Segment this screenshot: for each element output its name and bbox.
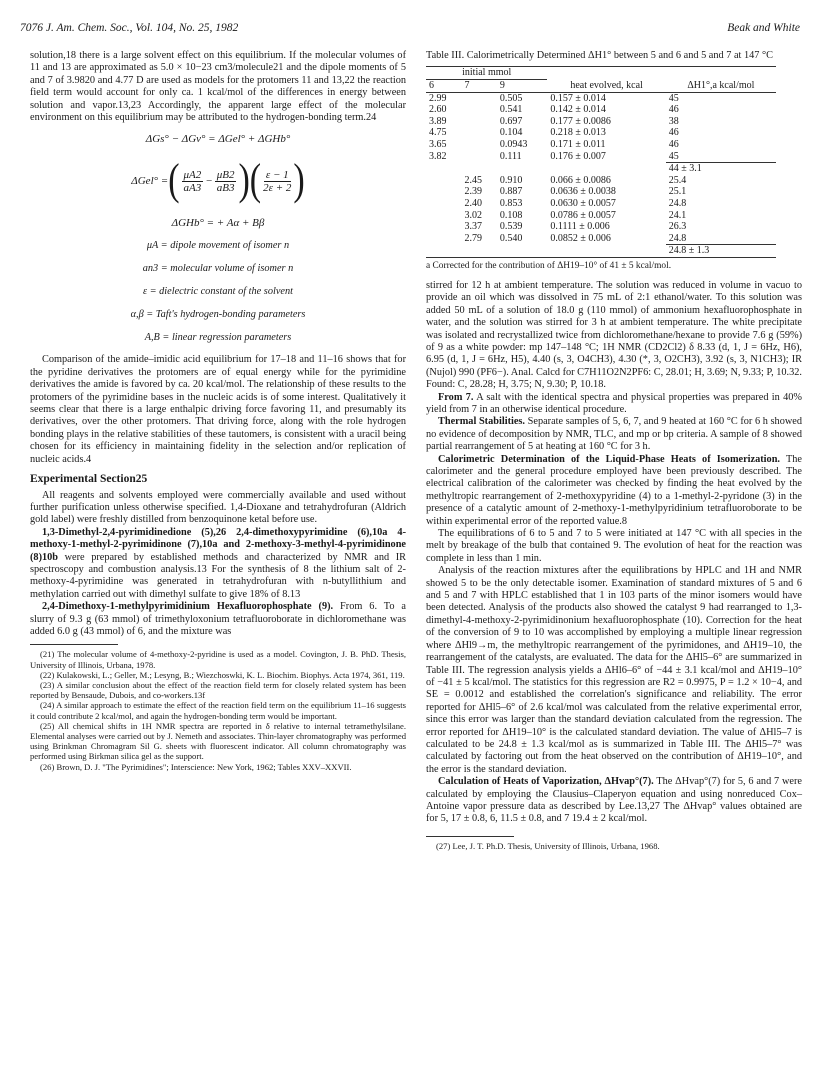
table-cell: 25.1 xyxy=(668,186,687,198)
table-header: 9 xyxy=(499,80,505,91)
table-row xyxy=(426,127,776,139)
eq2-lhs: ΔGel° = xyxy=(131,175,169,188)
table-header: 6 xyxy=(429,80,434,91)
table-cell: 0.111 xyxy=(499,150,522,162)
table-cell xyxy=(426,186,461,198)
paragraph: Analysis of the reaction mixtures after the equilibrations by HPLC and 1H and NMR showed 5 to be the only detectable isomer. Examination of standard mixtures of 5 and 6 and 5 and 7 with HPLC established that 1 in 103 parts of the minor isomers would have been detected. Analysis of the products also showed the catalyst 9 had rearranged to 1,3-dimethyl-4-methoxy-2-pyrimidinonium hexafluorophosphate (10). Correction for the heat of the conversion of 9 to 10 was accomplished by employing a multiple linear regression where ΔHl9→m, the methyltropic rearrangement of the pyrimidones, and ΔH19–10, the rearrangement of the catalysts, are evaluated. The data for the ΔHl5–6° are summarized in Table III. The regression analysis yields a ΔHl6–6° of −44 ± 3.1 kcal/mol and ΔH19–10° of −41 ± 5 kcal/mol. The statistics for this regression are R2 = 0.9975, P = 1.2 × 10−4, and SE = 0.0012 and established the correlation's significance and reliability. The error reported for ΔHl5–6° of 2.6 kcal/mol was calculated from the relative experimental error, since this error was larger than the standard deviation calculated from the regression. The error reported for ΔH19–10° is the calculated standard deviation. The value of ΔHl5–7 is calculated to be 24.8 ± 1.3 kcal/mol as is summarized in Table III. The ΔHl5–7° was calculated by factoring out from the heat observed on the contribution of ΔH19–10°, and the error is the standard deviation. xyxy=(426,565,802,775)
footnote: (23) A similar conclusion about the effect of the reaction field term for closely related system has been reported by Bensaude, Dubois, and co-workers.13f xyxy=(30,679,406,701)
fraction-a-num: μA2 xyxy=(183,168,202,181)
definitions xyxy=(30,239,406,345)
table-cell: 3.89 xyxy=(429,115,447,127)
table-header: heat evolved, kcal xyxy=(570,80,643,91)
run-in-heading: 2,4-Dimethoxy-1-methylpyrimidinium Hexafluorophosphate (9). xyxy=(42,601,334,613)
table-cell: 0.505 xyxy=(499,92,523,104)
table-cell: 0.0852 ± 0.006 xyxy=(550,232,611,244)
table-row xyxy=(426,210,776,222)
table-cell: 2.60 xyxy=(429,104,447,116)
table-group-header: initial mmol xyxy=(426,67,547,80)
paragraph-body: were prepared by established methods and characterized by NMR and IR spectroscopy and combustion analysis.13 For the synthesis of 8 the lithium salt of 2-methoxy-4-pyrimidine was generated in tetrahydrofuran with n-butyllithium and methylation carried out with dimethyl sulfate to give 18% of 8.13 xyxy=(30,551,406,600)
table-body-2 xyxy=(426,175,776,245)
fraction-a-den: aA3 xyxy=(183,181,202,194)
table-cell: 0.697 xyxy=(499,115,523,127)
paragraph xyxy=(30,601,406,638)
paren-open-2: ( xyxy=(249,156,262,205)
paren-open: ( xyxy=(168,156,180,205)
fraction-b-den: aB3 xyxy=(216,181,235,194)
paren-close-2: ) xyxy=(293,156,305,205)
table-header: ΔH1°,a kcal/mol xyxy=(687,80,755,91)
fraction-c-den: 2ε + 2 xyxy=(263,181,292,194)
paragraph-body: The calorimeter and the general procedure employed have been previously described. The electrical calibration of the calorimeter was checked by finding the heat evolved by the methyltropic rearrangement of 2-methoxypyridine (4) to a 1-methyl-2-pyridone (3) in the presence of a catalytic amount of 2-methoxy-1-methylpyridinium tetrafluoroborate to be within experimental error of the reported value.8 xyxy=(426,453,802,527)
paragraph xyxy=(426,776,802,826)
table-row xyxy=(426,151,776,163)
table-cell: 0.541 xyxy=(499,104,523,116)
table-row xyxy=(426,139,776,151)
table-cell: 45 xyxy=(668,150,679,162)
table-cell: 0.0636 ± 0.0038 xyxy=(550,186,616,198)
equation-3: ΔGHb° = + Aα + Bβ xyxy=(171,217,265,230)
table-cell: 3.65 xyxy=(429,138,447,150)
table-cell: 3.02 xyxy=(464,209,482,221)
table-row xyxy=(426,116,776,128)
table-cell xyxy=(461,151,496,163)
footnotes xyxy=(426,841,802,851)
table-cell: 2.45 xyxy=(464,174,482,186)
table-body-1 xyxy=(426,92,776,163)
table-row xyxy=(426,186,776,198)
table-cell xyxy=(461,116,496,128)
table-cell: 2.79 xyxy=(464,232,482,244)
table-cell: 3.82 xyxy=(429,150,447,162)
paragraph xyxy=(426,416,802,453)
table-cell xyxy=(461,127,496,139)
table-cell: 0.104 xyxy=(499,127,523,139)
table-row xyxy=(426,92,776,104)
paragraph: Comparison of the amide–imidic acid equilibrium for 17–18 and 11–16 shows that for the pyridine derivatives the protomers are of equal energy while for the pyrimidine derivatives the amide is favored by ca. 20 kcal/mol. The relationship of these results to the protomers of the pyrimidine bases in the nucleic acids is of some interest. Qualitatively it seems clear that there is a large enthalpic driving force favoring 11, and presumably its derivatives, over the other protomers. That driving force, along with the role hydrogen bonding plays in the relative stabilities of these tautomers, is consistent with a uracil being chosen for its efficiency in maintaining fidelity in the selection and/or replication of nucleic acids.4 xyxy=(30,354,406,465)
paragraph: solution,18 there is a large solvent effect on this equilibrium. If the molecular volumes of 11 and 13 are approximated as 5.0 × 10−23 cm3/molecule21 and the dipole moments of 5 and 7 of 3.9820 and 4.77 D are used as models for the protomers 11 and 13,22 the reaction field term would account for only ca. 1 kcal/mol of the differences in energy between solution and vapor.13,23 Accordingly, the apparent large effect of the molecular environment on this equilibrium may be attributed to the hydrogen-bonding term.24 xyxy=(30,50,406,124)
definition-taft: α,β = Taft's hydrogen-bonding parameters xyxy=(130,309,306,321)
running-header xyxy=(20,22,800,38)
left-column xyxy=(30,50,406,772)
table-header: 7 xyxy=(464,80,470,91)
table-cell: 2.39 xyxy=(464,186,482,198)
table-row xyxy=(426,221,776,233)
table-cell: 0.887 xyxy=(499,186,523,198)
table-cell: 2.99 xyxy=(429,92,447,104)
table-cell: 25.4 xyxy=(668,174,687,186)
section-heading: Experimental Section25 xyxy=(30,473,148,486)
minus-sign: − xyxy=(205,175,213,188)
right-column xyxy=(426,50,802,851)
paragraph: All reagents and solvents employed were commercially available and used without further purification unless otherwise specified. 1,4-Dioxane and tetrahydrofuran (Aldrich gold label) were freshly distilled from benzoquinone ketal before use. xyxy=(30,489,406,526)
table-cell xyxy=(461,139,496,151)
table-row xyxy=(426,198,776,210)
table-cell: 0.176 ± 0.007 xyxy=(550,150,606,162)
table-cell: 0.108 xyxy=(499,209,523,221)
table-footnote: a Corrected for the contribution of ΔH19–10° of 41 ± 5 kcal/mol. xyxy=(426,260,672,271)
footnote-rule xyxy=(426,836,514,837)
equations xyxy=(30,130,406,232)
footnote: (22) Kulakowski, L.; Geller, M.; Lesyng, B.; Wiezchoswki, K. L. Biochim. Biophys. Acta 1974, 361, 119. xyxy=(40,669,405,680)
fraction-b xyxy=(215,169,237,195)
footnote-rule xyxy=(30,644,118,645)
paren-close: ) xyxy=(238,156,250,205)
footnote: (21) The molecular volume of 4-methoxy-2-pyridine is used as a model. Covington, J. B. PhD. Thesis, University of Illinois, Urbana, 1978. xyxy=(30,649,406,670)
table-cell: 0.142 ± 0.014 xyxy=(550,104,606,116)
definition-dipole: μA = dipole movement of isomer n xyxy=(146,240,290,252)
table-cell: 0.218 ± 0.013 xyxy=(550,127,606,139)
table-cell xyxy=(426,210,461,222)
fraction-c-num: ε − 1 xyxy=(265,168,289,181)
run-in-heading: Calculation of Heats of Vaporization, ΔHvap°(7). xyxy=(438,776,654,788)
run-in-heading: Calorimetric Determination of the Liquid-Phase Heats of Isomerization. xyxy=(438,453,780,465)
author-names: Beak and White xyxy=(727,22,800,34)
definition-dielectric: ε = dielectric constant of the solvent xyxy=(143,286,293,298)
equation-1: ΔGs° − ΔGv° = ΔGel° + ΔGHb° xyxy=(145,133,291,146)
table-cell: 24.8 xyxy=(668,232,687,244)
table-cell: 0.1111 ± 0.006 xyxy=(550,221,610,233)
fraction-b-num: μB2 xyxy=(216,168,235,181)
table-cell: 24.8 xyxy=(668,197,687,209)
table-caption: Table III. Calorimetrically Determined ΔH1° between 5 and 6 and 5 and 7 at 147 °C xyxy=(426,50,773,61)
table-cell xyxy=(461,92,496,104)
run-in-heading: 1,3-Dimethyl-2,4-pyrimidinedione (5),26 2,4-dimethoxypyrimidine (6),10a 4-methoxy-1-methyl-2-pyrimidinone (7),10a and 2-methoxy-3-methyl-4-pyrimidinone (8)10b xyxy=(30,526,406,563)
journal-citation: 7076 J. Am. Chem. Soc., Vol. 104, No. 25, 1982 xyxy=(20,22,239,34)
paragraph xyxy=(426,454,802,528)
table-cell: 0.0786 ± 0.0057 xyxy=(550,209,616,221)
table-cell: 26.3 xyxy=(668,221,687,233)
table-cell: 0.539 xyxy=(499,221,523,233)
fraction-c xyxy=(263,169,291,195)
table-cell: 38 xyxy=(668,115,679,127)
paragraph: The equilibrations of 6 to 5 and 7 to 5 were initiated at 147 °C with all species in the melt by breakage of the bulb that contained 9. The evolution of heat for the reaction was complete in less than 1 min. xyxy=(426,528,802,564)
table-cell: 0.910 xyxy=(499,174,523,186)
footnote: (26) Brown, D. J. "The Pyrimidines"; Interscience: New York, 1962; Tables XXV–XXVII. xyxy=(40,761,352,772)
paragraph-body: Separate samples of 5, 6, 7, and 9 heated at 160 °C for 6 h showed no evidence of decomposition by NMR, TLC, and mp or bp criteria. A sample of 8 showed partial rearrangement of 5 at heating at 160 °C for 3 h. xyxy=(426,416,803,453)
table-cell xyxy=(426,233,461,245)
table-cell xyxy=(426,221,461,233)
table-cell: 2.40 xyxy=(464,197,482,209)
table-cell: 46 xyxy=(668,127,679,139)
table-cell: 0.0943 xyxy=(499,138,528,150)
table-cell: 0.853 xyxy=(499,197,523,209)
data-table xyxy=(426,66,776,258)
table-row xyxy=(426,104,776,116)
table-cell: 4.75 xyxy=(429,127,447,139)
paragraph-body: A salt with the identical spectra and physical properties was prepared in 40% yield from 7 in an otherwise identical procedure. xyxy=(426,391,802,415)
definition-volume: an3 = molecular volume of isomer n xyxy=(142,263,294,275)
table-cell: 0.157 ± 0.014 xyxy=(550,92,606,104)
table-cell xyxy=(426,175,461,187)
definition-regression: A,B = linear regression parameters xyxy=(144,332,292,344)
run-in-heading: Thermal Stabilities. xyxy=(438,416,526,428)
footnotes xyxy=(30,649,406,771)
table-row xyxy=(426,175,776,187)
footnote: (27) Lee, J. T. Ph.D. Thesis, University of Illinois, Urbana, 1968. xyxy=(436,840,660,851)
table-cell: 0.171 ± 0.011 xyxy=(550,138,606,150)
table-cell: 0.066 ± 0.0086 xyxy=(550,174,611,186)
table-cell: 46 xyxy=(668,104,679,116)
table-cell: 0.540 xyxy=(499,232,523,244)
paragraph-body: The ΔHvap°(7) for 5, 6 and 7 were calculated by employing the Clausius–Claperyon equation and using nonreduced Cox–Antoine vapor pressure data as described by Lee.13,27 The ΔHvap° values obtained are for 5, 17 ± 0.8, 6, 11.5 ± 0.8, and 7 19.4 ± 2 kcal/mol. xyxy=(426,776,802,825)
footnote: (24) A similar approach to estimate the effect of the reaction field term on the equilibrium 11–16 suggests it could contribute 2 kcal/mol, and again the hydrogen-bonding term would be important. xyxy=(30,700,406,721)
table-cell: 24.1 xyxy=(668,209,687,221)
paragraph: stirred for 12 h at ambient temperature. The solution was reduced in volume in vacuo to provide an oil which was dissolved in 75 mL of 2:1 ethanol/water. To this solution was added 50 mL of a solution of 18.0 g (110 mmol) of ammonium hexafluorophosphate in water, and the solution was stirred for 3 h at ambient temperature. The white precipitate was isolated and recrystallized twice from dichloromethane/hexane to provide 7.6 g (59%) of 9 as a white powder: mp 147–148 °C; 1H NMR (CD2Cl2) δ 8.33 (d, 1, J = 6Hz, H6), 6.95 (d, 1, J = 6Hz, H5), 4.40 (s, 3, O4CH3), 4.30 (*, 3, O2CH3), 3.92 (s, 3, N1CH3); IR (Nujol) 990 (PF6−). Anal. Calcd for C7H11O2N2PF6: C, 28.01; H, 3.69; N, 9.33; P, 10.32. Found: C, 28.28; H, 3.75; N, 9.30; P, 10.18. xyxy=(426,279,802,391)
table-mean: 24.8 ± 1.3 xyxy=(666,245,776,258)
table-mean: 44 ± 3.1 xyxy=(666,163,776,175)
paragraph xyxy=(426,392,802,417)
table-cell: 0.0630 ± 0.0057 xyxy=(550,197,616,209)
table-cell: 45 xyxy=(668,92,679,104)
table-cell xyxy=(461,104,496,116)
table-cell: 0.177 ± 0.0086 xyxy=(550,115,611,127)
paragraph xyxy=(30,527,406,601)
table-cell: 3.37 xyxy=(464,221,482,233)
equation-2 xyxy=(30,154,406,208)
fraction-a xyxy=(182,169,204,195)
paragraph-body: From 6. To a slurry of 9.3 g (63 mmol) of trimethyloxonium tetrafluoroborate in dichloromethane was added 6.0 g (43 mmol) of 6, and the mixture was xyxy=(30,601,406,637)
run-in-heading: From 7. xyxy=(438,391,474,403)
footnote: (25) All chemical shifts in 1H NMR spectra are reported in δ relative to internal tetramethylsilane. Elemental analyses were carried out by J. Nemeth and associates. Thin-layer chromatography was performed using Brinkman Chromagram Sil G. sheets with fluorescent indicator. All column chromatography was performed using Birkman silica gel as the support. xyxy=(30,720,406,762)
table-row xyxy=(426,233,776,245)
table-cell xyxy=(426,198,461,210)
table-cell: 46 xyxy=(668,138,679,150)
